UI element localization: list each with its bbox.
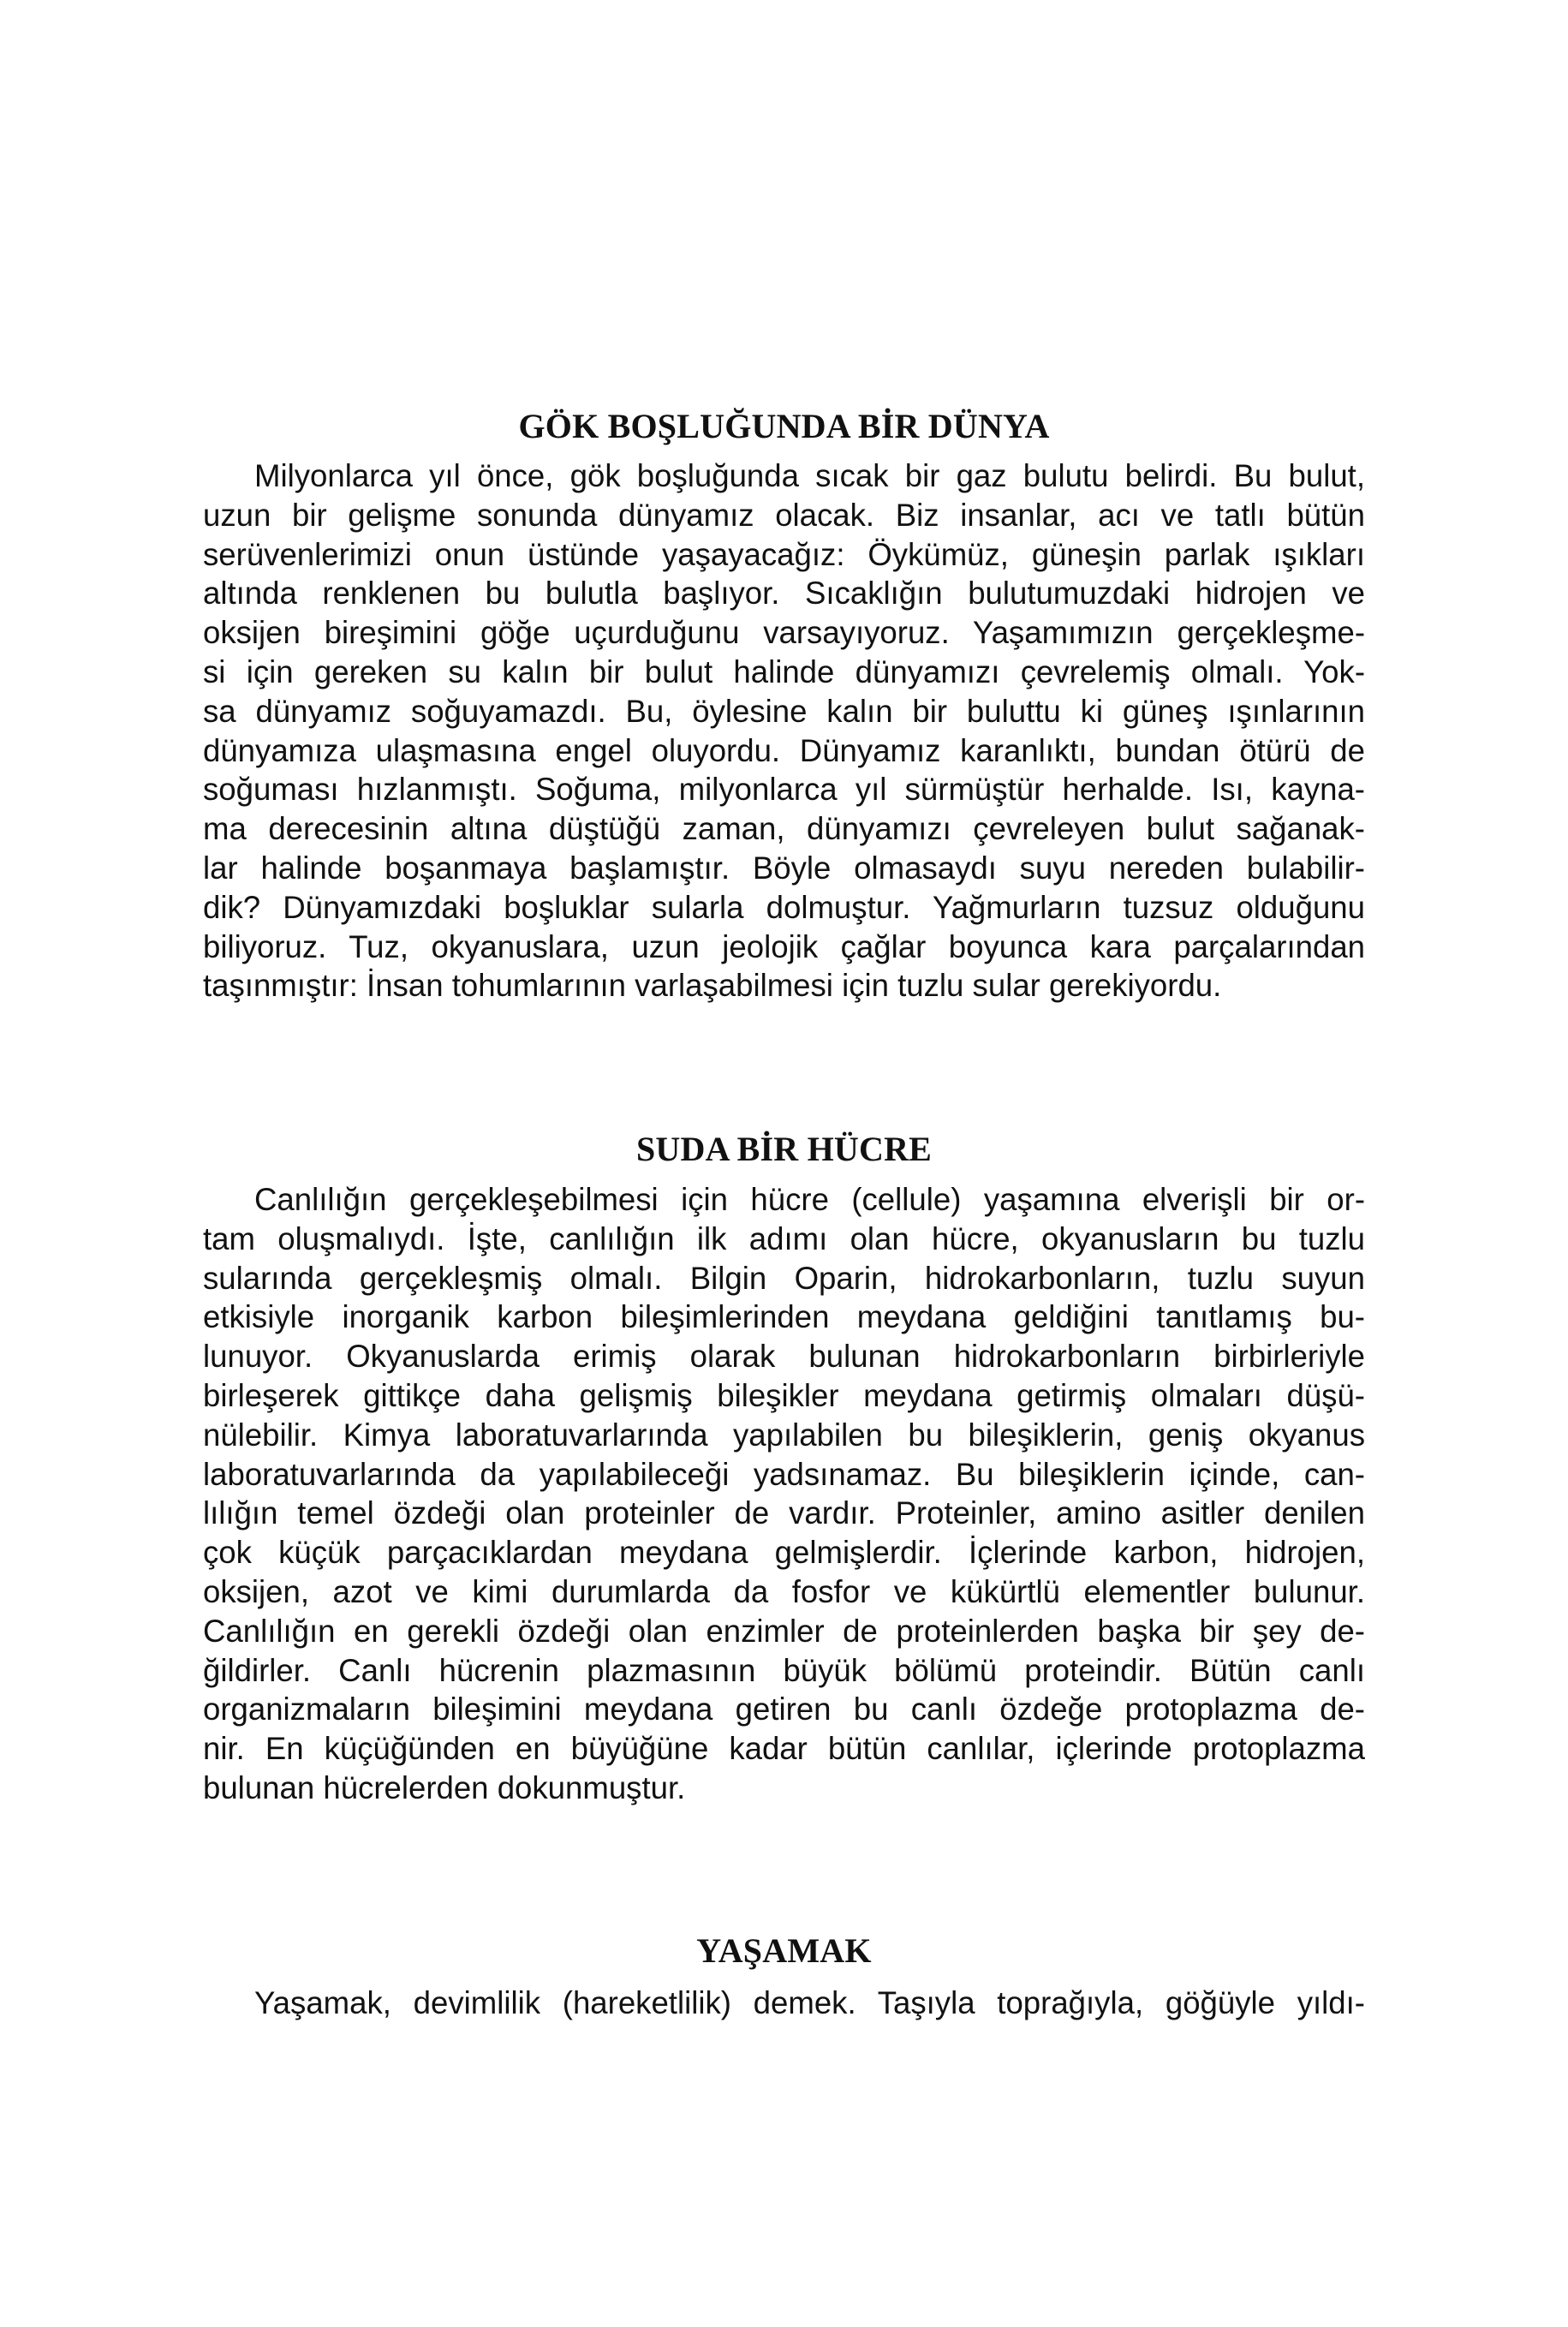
text-line: ğildirler. Canlı hücrenin plazmasının büyük bölümü proteindir. Bütün canlı (203, 1652, 1365, 1688)
text-line: nir. En küçüğünden en büyüğüne kadar bütün canlılar, içlerinde protoplazma (203, 1731, 1365, 1767)
text-line: taşınmıştır: İnsan tohumlarının varlaşabilmesi için tuzlu sular gerekiyordu. (203, 968, 1222, 1004)
text-line: çok küçük parçacıklardan meydana gelmişlerdir. İçlerinde karbon, hidrojen, (203, 1535, 1365, 1571)
book-page (203, 0, 1365, 2327)
text-line: dünyamıza ulaşmasına engel oluyordu. Dünyamız karanlıktı, bundan ötürü de (203, 732, 1365, 768)
text-line: ma derecesinin altına düştüğü zaman, dünyamızı çevreleyen bulut sağanak- (203, 811, 1365, 847)
paragraph-yasamak (203, 1984, 1365, 2023)
text-line: oksijen, azot ve kimi durumlarda da fosfor ve kükürtlü elementler bulunur. (203, 1573, 1365, 1609)
text-line: laboratuvarlarında da yapılabileceği yadsınamaz. Bu bileşiklerin içinde, can- (203, 1456, 1365, 1492)
text-line: altında renklenen bu bulutla başlıyor. Sıcaklığın bulutumuzdaki hidrojen ve (203, 576, 1365, 612)
section-title-gok-boslugunda: GÖK BOŞLUĞUNDA BİR DÜNYA (518, 407, 1050, 445)
text-line: uzun bir gelişme sonunda dünyamız olacak. Biz insanlar, acı ve tatlı bütün (203, 497, 1365, 533)
text-line: organizmaların bileşimini meydana getiren bu canlı özdeğe protoplazma de- (203, 1692, 1365, 1727)
text-line: tam oluşmalıydı. İşte, canlılığın ilk adımı olan hücre, okyanusların bu tuzlu (203, 1220, 1365, 1256)
text-line: dik? Dünyamızdaki boşluklar sularla dolmuştur. Yağmurların tuzsuz olduğunu (203, 889, 1365, 925)
text-line: sa dünyamız soğuyamazdı. Bu, öylesine kalın bir buluttu ki güneş ışınlarının (203, 693, 1365, 729)
text-line: sularında gerçekleşmiş olmalı. Bilgin Oparin, hidrokarbonların, tuzlu suyun (203, 1260, 1365, 1296)
text-line: birleşerek gittikçe daha gelişmiş bileşikler meydana getirmiş olmaları düşü- (203, 1377, 1365, 1413)
text-line: oksijen bireşimini göğe uçurduğunu varsayıyoruz. Yaşamımızın gerçekleşme- (203, 615, 1365, 651)
text-line: lılığın temel özdeği olan proteinler de vardır. Proteinler, amino asitler denilen (203, 1495, 1365, 1531)
text-line: nülebilir. Kimya laboratuvarlarında yapılabilen bu bileşiklerin, geniş okyanus (203, 1417, 1365, 1453)
section-title-yasamak: YAŞAMAK (696, 1931, 872, 1970)
text-line: biliyoruz. Tuz, okyanuslara, uzun jeolojik çağlar boyunca kara parçalarından (203, 928, 1365, 964)
text-line: bulunan hücrelerden dokunmuştur. (203, 1769, 686, 1805)
text-line: Canlılığın gerçekleşebilmesi için hücre (cellule) yaşamına elverişli bir or- (254, 1182, 1365, 1217)
section-title-suda-bir-hucre: SUDA BİR HÜCRE (635, 1130, 933, 1168)
text-line: si için gereken su kalın bir bulut halinde dünyamızı çevrelemiş olmalı. Yok- (203, 653, 1365, 689)
paragraph-gok-boslugunda (203, 456, 1365, 1005)
text-line: serüvenlerimizi onun üstünde yaşayacağız: Öykümüz, güneşin parlak ışıkları (203, 536, 1365, 572)
text-line: Canlılığın en gerekli özdeği olan enzimler de proteinlerden başka bir şey de- (203, 1613, 1365, 1649)
text-line: Yaşamak, devimlilik (hareketlilik) demek. Taşıyla toprağıyla, göğüyle yıldı- (254, 1985, 1365, 2020)
paragraph-suda-bir-hucre (203, 1180, 1365, 1808)
text-line: soğuması hızlanmıştı. Soğuma, milyonlarca yıl sürmüştür herhalde. Isı, kayna- (203, 772, 1365, 808)
text-line: lar halinde boşanmaya başlamıştır. Böyle olmasaydı suyu nereden bulabilir- (203, 850, 1365, 886)
text-line: etkisiyle inorganik karbon bileşimlerinden meydana geldiğini tanıtlamış bu- (203, 1299, 1365, 1335)
text-line: lunuyor. Okyanuslarda erimiş olarak bulunan hidrokarbonların birbirleriyle (203, 1339, 1365, 1375)
text-line: Milyonlarca yıl önce, gök boşluğunda sıcak bir gaz bulutu belirdi. Bu bulut, (254, 458, 1365, 493)
